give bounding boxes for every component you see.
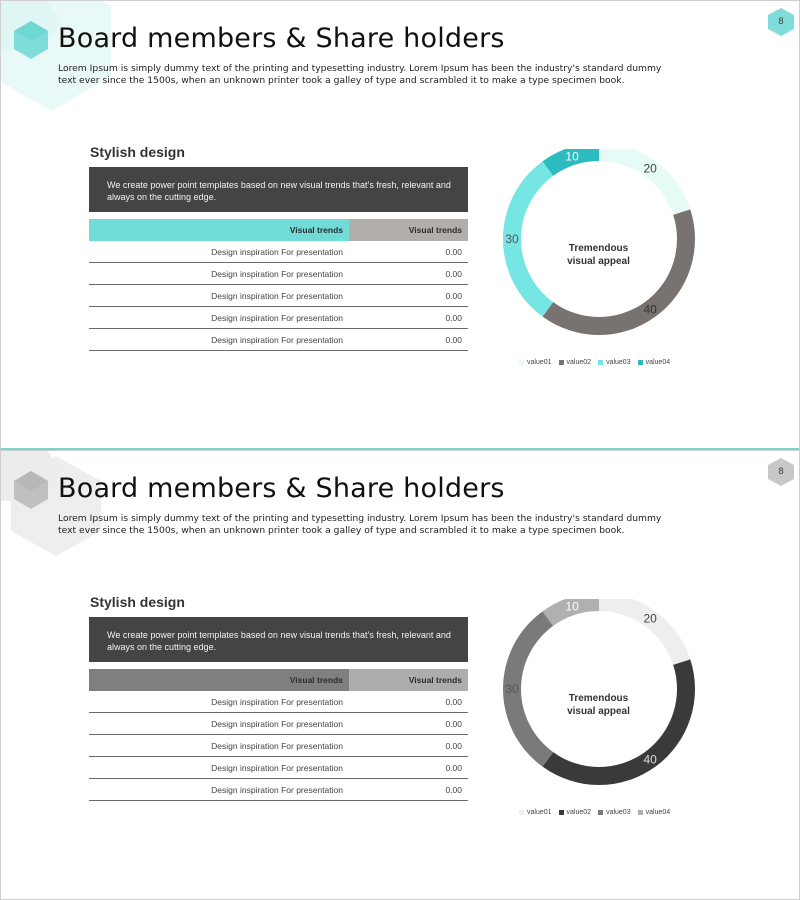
trends-table — [89, 669, 468, 801]
table-cell: Design inspiration For presentation — [211, 268, 343, 279]
chart-center-label-line: visual appeal — [567, 256, 630, 267]
table-row — [89, 285, 468, 307]
table-header — [89, 219, 468, 241]
slide-subtitle: Lorem Ipsum is simply dummy text of the printing and typesetting industry. Lorem Ipsum has been the industry's standard dummy text ever since the 1500s, when an unknown printer took a galley of type and scrambled it to make a type specimen book. — [58, 513, 662, 536]
donut-data-label: 20 — [643, 611, 657, 626]
hexagon-decoration-icon — [1, 1, 111, 121]
donut-data-label: 10 — [565, 599, 579, 614]
donut-slice-value01 — [599, 599, 690, 665]
donut-data-label: 10 — [565, 149, 579, 164]
legend-label: value02 — [566, 809, 592, 816]
chart-legend — [519, 359, 670, 366]
chart-legend — [519, 809, 670, 816]
legend-swatch — [638, 360, 643, 365]
table-header-cell: Visual trends — [89, 219, 349, 241]
table-cell: Design inspiration For presentation — [211, 762, 343, 773]
legend-swatch — [598, 810, 603, 815]
chart-center-label-line: Tremendous — [568, 243, 629, 254]
donut-data-label: 40 — [643, 752, 657, 767]
chart-center-label-line: visual appeal — [567, 706, 630, 717]
table-cell: Design inspiration For presentation — [211, 290, 343, 301]
table-cell: 0.00 — [445, 718, 462, 729]
legend-label: value03 — [606, 809, 631, 816]
table-row — [89, 329, 468, 351]
donut-data-label: 20 — [643, 161, 657, 176]
slide-2 — [0, 450, 800, 900]
trends-table — [89, 219, 468, 351]
table-cell: Design inspiration For presentation — [211, 784, 343, 795]
table-cell: Design inspiration For presentation — [211, 718, 343, 729]
legend-item — [598, 809, 631, 816]
table-cell: Design inspiration For presentation — [211, 246, 343, 257]
page-number-badge — [766, 457, 796, 487]
table-row — [89, 779, 468, 801]
legend-swatch — [598, 360, 603, 365]
table-cell: 0.00 — [445, 696, 462, 707]
legend-label: value04 — [645, 359, 671, 366]
table-cell: Design inspiration For presentation — [211, 334, 343, 345]
legend-label: value01 — [527, 809, 552, 816]
legend-swatch — [519, 360, 524, 365]
donut-slice-value01 — [599, 149, 690, 215]
donut-data-label: 40 — [643, 302, 657, 317]
table-cell: 0.00 — [445, 334, 462, 345]
table-header — [89, 669, 468, 691]
callout-box: We create power point templates based on new visual trends that’s fresh, relevant and always on the cutting edge. — [89, 167, 468, 212]
table-header-cell: Visual trends — [349, 219, 468, 241]
table-cell: 0.00 — [445, 740, 462, 751]
table-row — [89, 691, 468, 713]
page-number: 8 — [778, 467, 784, 477]
slide-title: Board members & Share holders — [58, 473, 505, 504]
legend-label: value04 — [645, 809, 671, 816]
page-number-badge — [766, 7, 796, 37]
legend-item — [638, 809, 671, 816]
table-cell: Design inspiration For presentation — [211, 696, 343, 707]
table-cell: 0.00 — [445, 762, 462, 773]
table-cell: Design inspiration For presentation — [211, 312, 343, 323]
section-heading: Stylish design — [90, 144, 185, 160]
legend-item — [519, 359, 552, 366]
table-cell: 0.00 — [445, 246, 462, 257]
legend-swatch — [638, 810, 643, 815]
donut-data-label: 30 — [505, 232, 519, 246]
table-row — [89, 713, 468, 735]
legend-item — [598, 359, 631, 366]
legend-swatch — [559, 360, 564, 365]
hexagon-decoration-icon — [1, 451, 111, 571]
donut-slice-value02 — [543, 659, 695, 785]
table-row — [89, 263, 468, 285]
table-row — [89, 241, 468, 263]
table-cell: 0.00 — [445, 312, 462, 323]
table-row — [89, 735, 468, 757]
slide-subtitle: Lorem Ipsum is simply dummy text of the printing and typesetting industry. Lorem Ipsum has been the industry's standard dummy text ever since the 1500s, when an unknown printer took a galley of type and scrambled it to make a type specimen book. — [58, 63, 662, 86]
legend-item — [559, 359, 592, 366]
chart-center-label — [541, 692, 656, 718]
legend-swatch — [559, 810, 564, 815]
donut-slice-value02 — [543, 209, 695, 335]
table-cell: 0.00 — [445, 784, 462, 795]
table-header-cell: Visual trends — [349, 669, 468, 691]
legend-item — [519, 809, 552, 816]
legend-label: value02 — [566, 359, 592, 366]
table-row — [89, 307, 468, 329]
chart-center-label-line: Tremendous — [568, 693, 629, 704]
donut-data-label: 30 — [505, 682, 519, 696]
chart-center-label — [541, 242, 656, 268]
table-row — [89, 757, 468, 779]
legend-label: value01 — [527, 359, 552, 366]
legend-item — [559, 809, 592, 816]
table-cell: 0.00 — [445, 268, 462, 279]
table-cell: Design inspiration For presentation — [211, 740, 343, 751]
section-heading: Stylish design — [90, 594, 185, 610]
table-cell: 0.00 — [445, 290, 462, 301]
legend-item — [638, 359, 671, 366]
legend-swatch — [519, 810, 524, 815]
table-header-cell: Visual trends — [89, 669, 349, 691]
callout-box: We create power point templates based on new visual trends that’s fresh, relevant and always on the cutting edge. — [89, 617, 468, 662]
legend-label: value03 — [606, 359, 631, 366]
slide-title: Board members & Share holders — [58, 23, 505, 54]
page-number: 8 — [778, 17, 784, 27]
